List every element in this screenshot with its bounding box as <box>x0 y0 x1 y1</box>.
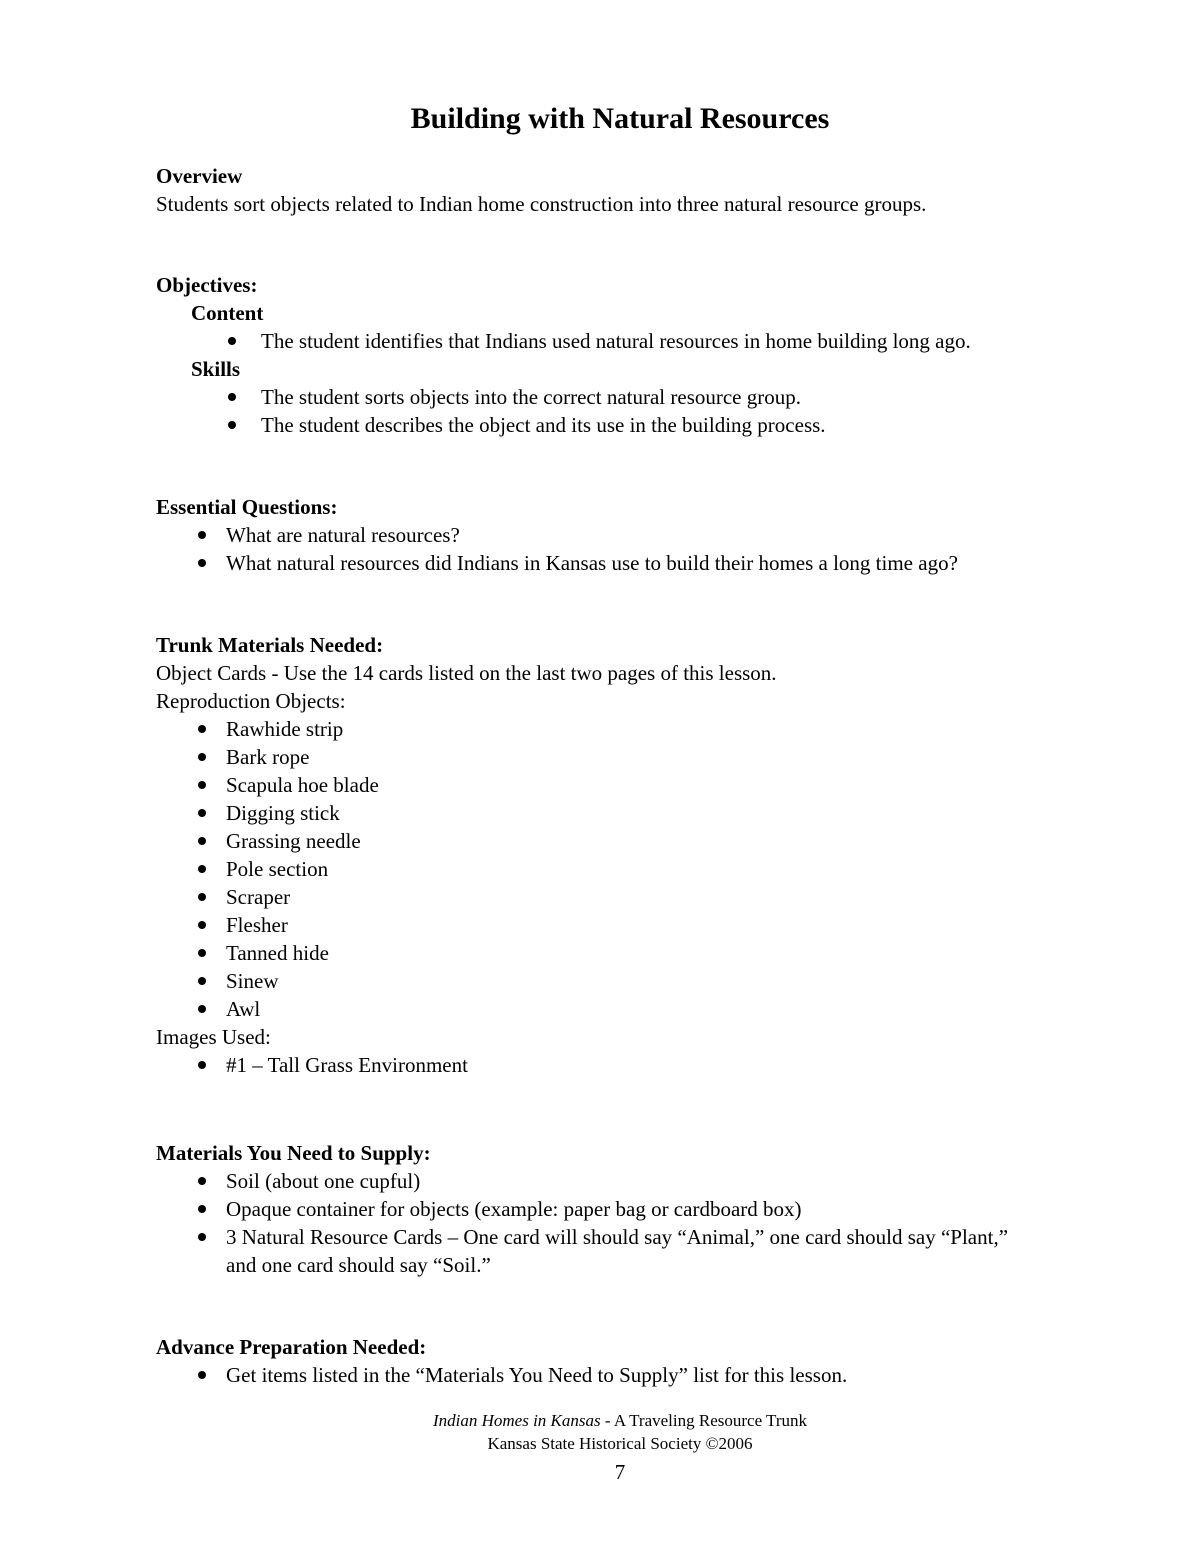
list-item: Scraper <box>156 883 1156 911</box>
list-item: What are natural resources? <box>156 521 1156 549</box>
list-item: Flesher <box>156 911 1156 939</box>
images-used-label: Images Used: <box>156 1025 271 1049</box>
advance-prep-list <box>156 1361 1156 1389</box>
list-item: 3 Natural Resource Cards – One card will should say “Animal,” one card should say “Plant,” and one card should say “Soil.” <box>156 1223 1036 1279</box>
overview-section <box>156 162 1156 218</box>
list-item: Opaque container for objects (example: paper bag or cardboard box) <box>156 1195 1036 1223</box>
footer-trunk-subtitle: - A Traveling Resource Trunk <box>600 1411 808 1430</box>
footer-line-1 <box>0 1410 1200 1432</box>
overview-text: Students sort objects related to Indian home construction into three natural resource groups. <box>156 192 927 216</box>
trunk-materials-section <box>156 631 1156 1079</box>
skills-subheading: Skills <box>191 357 241 381</box>
advance-prep-section <box>156 1333 1156 1389</box>
supply-heading: Materials You Need to Supply: <box>156 1141 431 1165</box>
list-item: The student identifies that Indians used natural resources in home building long ago. <box>156 327 1156 355</box>
page-number: 7 <box>614 1460 626 1484</box>
supply-list <box>156 1167 1036 1279</box>
list-item: Grassing needle <box>156 827 1156 855</box>
footer-trunk-title: Indian Homes in Kansas <box>432 1411 601 1430</box>
objectives-heading: Objectives: <box>156 273 258 297</box>
content-subheading: Content <box>191 301 264 325</box>
list-item: Get items listed in the “Materials You Need to Supply” list for this lesson. <box>156 1361 1156 1389</box>
skills-list <box>156 383 1156 439</box>
supply-section <box>156 1139 1156 1279</box>
list-item: Digging stick <box>156 799 1156 827</box>
essential-questions-section <box>156 493 1156 577</box>
reproduction-objects-label: Reproduction Objects: <box>156 689 346 713</box>
trunk-materials-heading: Trunk Materials Needed: <box>156 633 384 657</box>
list-item: Rawhide strip <box>156 715 1156 743</box>
list-item: What natural resources did Indians in Kansas use to build their homes a long time ago? <box>156 549 1156 577</box>
object-cards-text: Object Cards - Use the 14 cards listed on the last two pages of this lesson. <box>156 661 777 685</box>
objectives-section <box>156 271 1156 439</box>
images-used-list <box>156 1051 1156 1079</box>
essential-questions-list <box>156 521 1156 577</box>
overview-heading: Overview <box>156 164 243 188</box>
list-item: #1 – Tall Grass Environment <box>156 1051 1156 1079</box>
reproduction-objects-list <box>156 715 1156 1023</box>
list-item: Soil (about one cupful) <box>156 1167 1036 1195</box>
list-item: The student sorts objects into the correct natural resource group. <box>156 383 1156 411</box>
list-item: Sinew <box>156 967 1156 995</box>
advance-prep-heading: Advance Preparation Needed: <box>156 1335 427 1359</box>
list-item: Tanned hide <box>156 939 1156 967</box>
footer-line-2: Kansas State Historical Society ©2006 <box>487 1434 753 1453</box>
content-list <box>156 327 1156 355</box>
list-item: The student describes the object and its use in the building process. <box>156 411 1156 439</box>
list-item: Bark rope <box>156 743 1156 771</box>
page-title: Building with Natural Resources <box>410 102 830 135</box>
list-item: Awl <box>156 995 1156 1023</box>
list-item: Scapula hoe blade <box>156 771 1156 799</box>
list-item: Pole section <box>156 855 1156 883</box>
essential-questions-heading: Essential Questions: <box>156 495 338 519</box>
